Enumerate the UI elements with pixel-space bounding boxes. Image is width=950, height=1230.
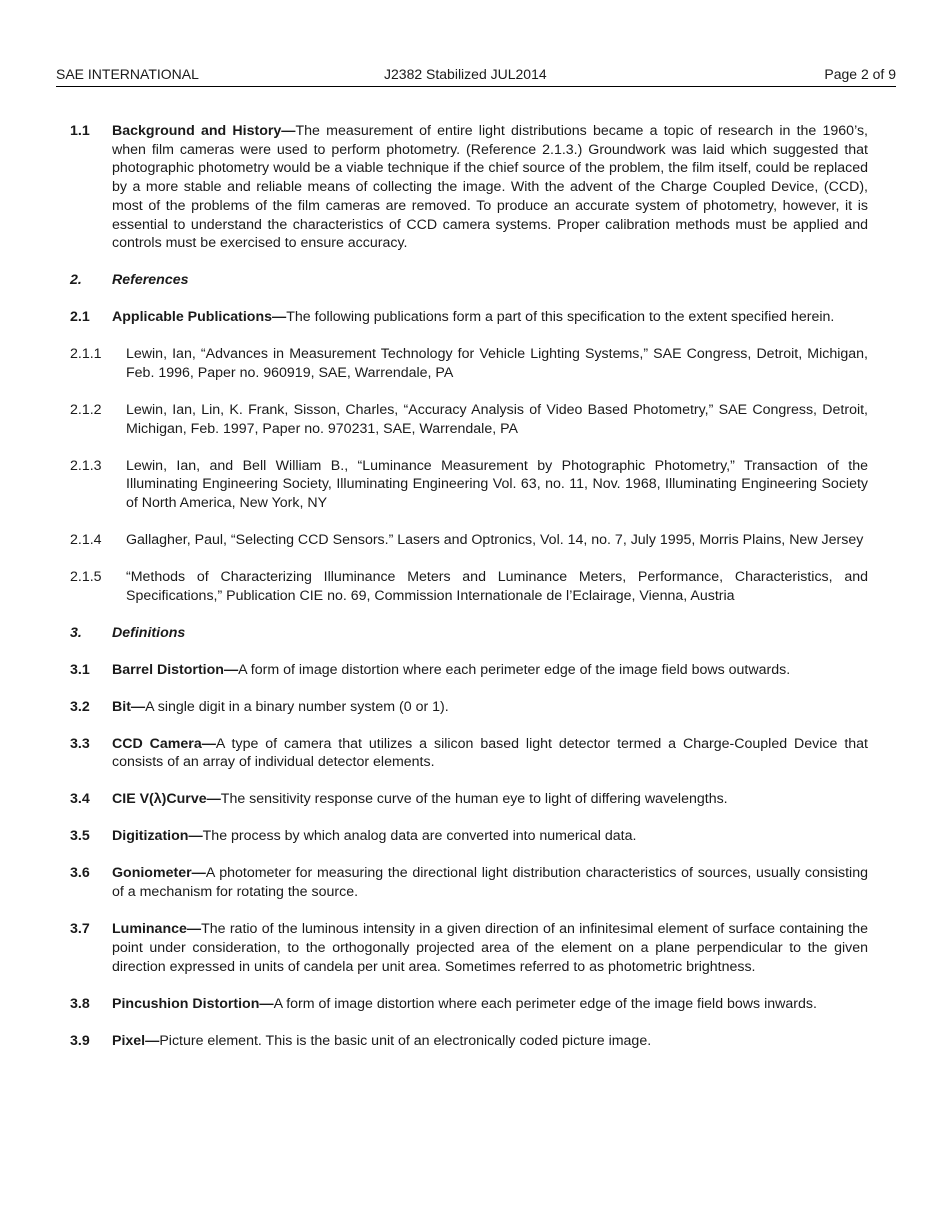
header-organization: SAE INTERNATIONAL (56, 66, 199, 82)
reference-text: Lewin, Ian, “Advances in Measurement Technology for Vehicle Lighting Systems,” SAE Congress, Detroit, Michigan, Feb. 1996, Paper no. 960919, SAE, Warrendale, PA (126, 346, 868, 381)
section-number: 1.1 (70, 123, 90, 139)
reference-text: Lewin, Ian, Lin, K. Frank, Sisson, Charles, “Accuracy Analysis of Video Based Photometry,” SAE Congress, Detroit, Michigan, Feb. 1997, Paper no. 970231, SAE, Warrendale, PA (126, 401, 868, 437)
reference-number: 2.1.2 (70, 401, 102, 418)
definition-item (70, 864, 868, 901)
reference-item (70, 345, 868, 382)
document-body (70, 122, 868, 1069)
definition-term: Pixel— (112, 1032, 160, 1049)
definition-item (70, 1032, 868, 1051)
heading-number: 3. (70, 624, 82, 641)
reference-item (70, 457, 868, 513)
page-header (56, 66, 896, 87)
definition-number: 3.3 (70, 735, 90, 752)
definition-item (70, 661, 868, 680)
reference-number: 2.1.3 (70, 457, 102, 474)
section-1-1 (70, 122, 868, 253)
reference-text: “Methods of Characterizing Illuminance Meters and Luminance Meters, Performance, Characteristics, and Specifications,” Publication CIE no. 69, Commission Internationale de l’Eclairage, Vienna, Austria (126, 569, 868, 604)
definition-number: 3.7 (70, 921, 90, 938)
section-term: Applicable Publications— (112, 309, 287, 326)
definition-term: Goniometer— (112, 865, 206, 882)
section-number: 2.1 (70, 309, 90, 326)
definition-number: 3.2 (70, 698, 90, 715)
reference-number: 2.1.4 (70, 532, 102, 549)
section-text: The following publications form a part of this specification to the extent specified herein. (286, 309, 835, 326)
reference-number: 2.1.1 (70, 346, 102, 363)
definition-item (70, 827, 868, 846)
definition-term: Pincushion Distortion— (112, 995, 274, 1012)
definition-term: Barrel Distortion— (112, 661, 239, 678)
definition-text: The sensitivity response curve of the human eye to light of differing wavelengths. (220, 791, 728, 808)
heading-definitions (70, 624, 868, 643)
reference-text: Gallagher, Paul, “Selecting CCD Sensors.” Lasers and Optronics, Vol. 14, no. 7, July 1995, Morris Plains, New Jersey (126, 532, 864, 549)
header-document-id: J2382 Stabilized JUL2014 (384, 66, 547, 82)
definition-number: 3.1 (70, 661, 90, 678)
definition-text: The process by which analog data are converted into numerical data. (202, 828, 637, 845)
definition-number: 3.8 (70, 995, 90, 1012)
definition-text: A form of image distortion where each perimeter edge of the image field bows outwards. (238, 661, 791, 678)
section-term: Background and History— (112, 123, 296, 139)
heading-title: References (112, 272, 189, 289)
reference-number: 2.1.5 (70, 569, 102, 586)
definition-item (70, 698, 868, 717)
reference-item (70, 531, 868, 550)
definition-number: 3.4 (70, 791, 90, 808)
reference-item (70, 568, 868, 605)
definition-item (70, 995, 868, 1014)
definition-term: CCD Camera— (112, 735, 216, 752)
definition-term: CIE V(λ)Curve— (112, 791, 221, 808)
section-text: The measurement of entire light distributions became a topic of research in the 1960’s, when film cameras were used to perform photometry. (Reference 2.1.3.) Groundwork was laid which suggested that photographic photometry would be a viable technique if the chief source of the problem, the film itself, could be replaced by a more stable and reliable means of collecting the image. With the advent of the Charge Coupled Device, (CCD), most of the problems of the film cameras are removed. To produce an accurate system of photometry, however, it is essential to understand the characteristics of CCD camera systems. Proper calibration methods must be applied and controls must be exercised to ensure accuracy. (112, 123, 868, 252)
heading-title: Definitions (112, 624, 186, 641)
section-2-1 (70, 308, 868, 327)
header-page-number: Page 2 of 9 (824, 66, 896, 82)
definition-text: Picture element. This is the basic unit of an electronically coded picture image. (159, 1032, 652, 1049)
definition-text: A form of image distortion where each perimeter edge of the image field bows inwards. (273, 995, 817, 1012)
definition-number: 3.6 (70, 865, 90, 882)
reference-text: Lewin, Ian, and Bell William B., “Luminance Measurement by Photographic Photometry,” Transaction of the Illuminating Engineering Society, Illuminating Engineering Vol. 63, no. 11, Nov. 1968, Illuminating Engineering Society of North America, New York, NY (126, 457, 868, 512)
definition-item (70, 920, 868, 976)
heading-number: 2. (70, 272, 82, 289)
definition-item (70, 790, 868, 809)
definition-term: Luminance— (112, 921, 202, 938)
definition-text: A photometer for measuring the directional light distribution characteristics of sources, usually consisting of a mechanism for rotating the source. (112, 865, 868, 901)
definition-term: Digitization— (112, 828, 203, 845)
definition-term: Bit— (112, 698, 146, 715)
definition-text: A type of camera that utilizes a silicon based light detector termed a Charge-Coupled Device that consists of an array of individual detector elements. (112, 735, 868, 771)
definition-text: The ratio of the luminous intensity in a given direction of an infinitesimal element of surface containing the point under consideration, to the orthogonally projected area of the element on a plane perpendicular to the given direction expressed in units of candela per unit area. Sometimes referred to as photometric brightness. (112, 921, 868, 975)
reference-item (70, 401, 868, 438)
definition-text: A single digit in a binary number system (0 or 1). (145, 698, 449, 715)
definition-number: 3.9 (70, 1032, 90, 1049)
heading-references (70, 271, 868, 290)
definition-item (70, 735, 868, 772)
definition-number: 3.5 (70, 828, 90, 845)
